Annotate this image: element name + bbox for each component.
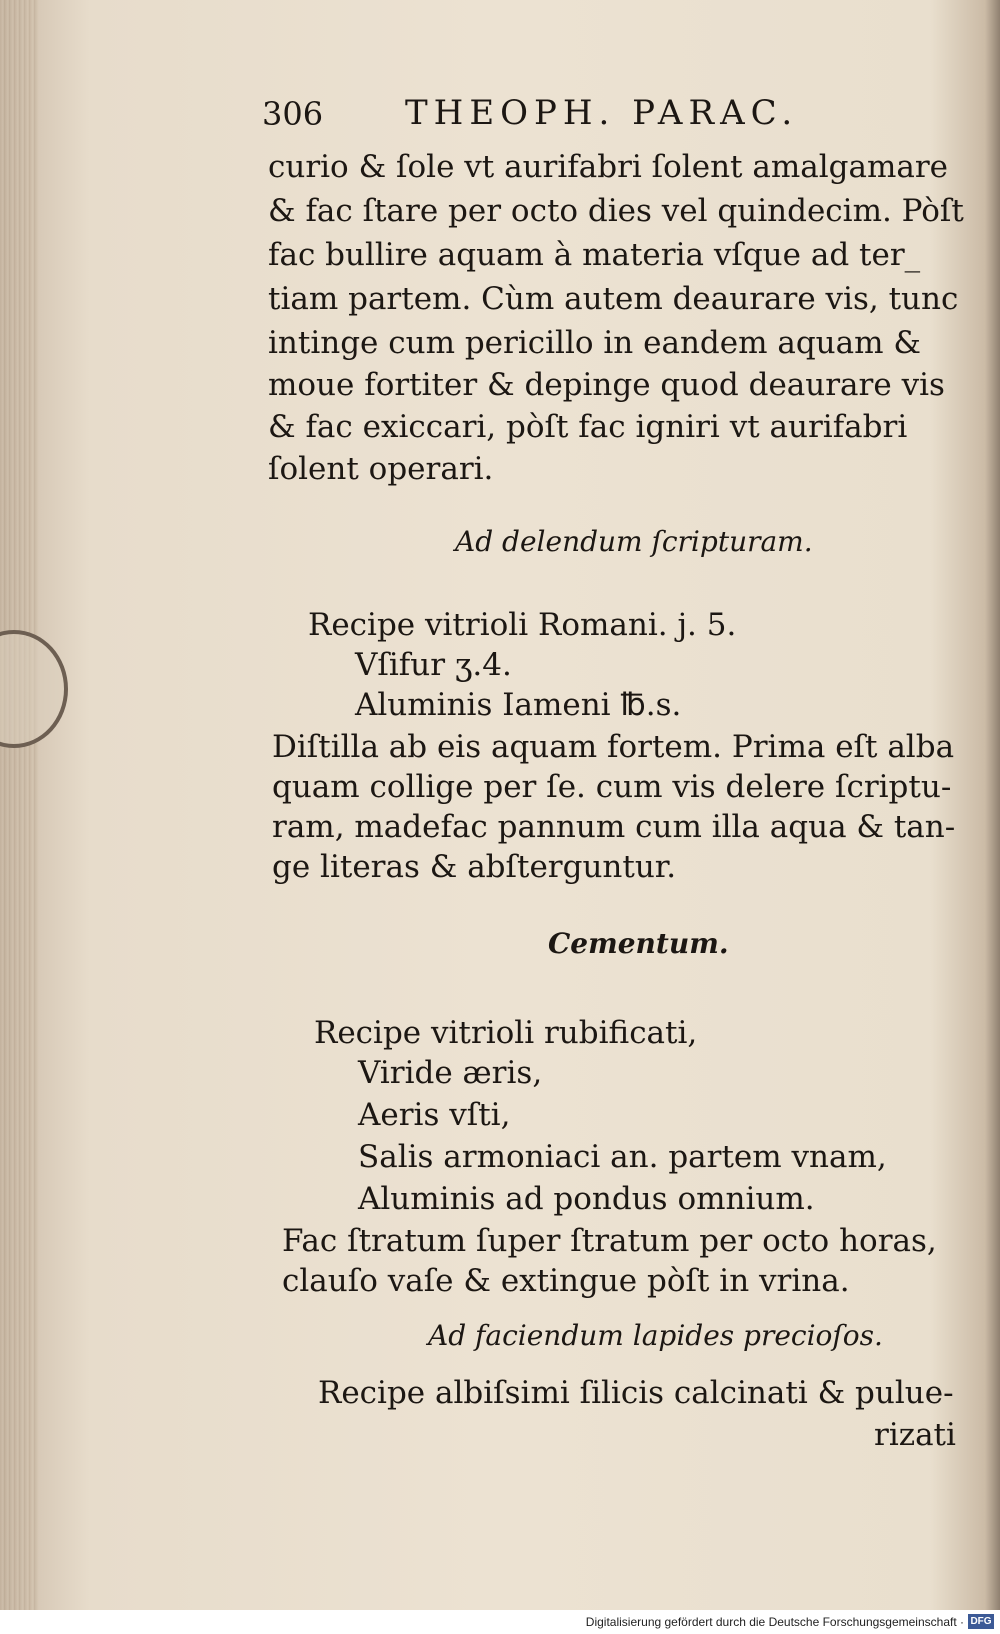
section-heading: Cementum. [548, 927, 729, 960]
section-heading: Ad delendum ſcripturam. [455, 525, 813, 558]
recipe-line: Viride æris, [358, 1055, 543, 1091]
text-line: quam collige per ſe. cum vis delere ſcriptu- [272, 769, 952, 805]
recipe-line: Recipe vitrioli Romani. j. 5. [308, 607, 737, 643]
recipe-line: Salis armoniaci an. partem vnam, [358, 1139, 887, 1175]
text-line: clauſo vaſe & extingue pòſt in vrina. [282, 1263, 850, 1299]
text-line: fac bullire aquam à materia vſque ad ter_ [268, 237, 921, 273]
text-line: Diſtilla ab eis aquam fortem. Prima eſt alba [272, 729, 955, 765]
recipe-line: Aeris vſti, [358, 1097, 511, 1133]
text-line: ge literas & abſterguntur. [272, 849, 677, 885]
text-line: rizati [874, 1417, 956, 1453]
recipe-line: Vſifur ʒ.4. [355, 647, 512, 683]
text-line: Fac ſtratum ſuper ſtratum per octo horas, [282, 1223, 937, 1259]
running-title: THEOPH. PARAC. [405, 93, 799, 133]
text-line: & fac ſtare per octo dies vel quindecim. Pòſt [268, 193, 964, 229]
text-line: ram, madefac pannum cum illa aqua & tan- [272, 809, 956, 845]
page-number: 306 [262, 95, 324, 133]
text-line: intinge cum pericillo in eandem aquam & [268, 325, 921, 361]
dfg-logo: DFG [968, 1614, 994, 1629]
recipe-line: Aluminis ad pondus omnium. [358, 1181, 815, 1217]
text-line: curio & ſole vt aurifabri ſolent amalgamare [268, 149, 948, 185]
footer-credit: Digitalisierung gefördert durch die Deutsche Forschungsgemeinschaft · [585, 1615, 964, 1629]
digitization-footer [0, 1610, 1000, 1634]
text-line: Recipe albiſsimi ſilicis calcinati & pulue- [318, 1375, 954, 1411]
recipe-line: Recipe vitrioli rubificati, [314, 1015, 698, 1051]
recipe-line: Aluminis Iameni ℔.s. [355, 687, 682, 723]
text-line: moue fortiter & depinge quod deaurare vis [268, 367, 945, 403]
section-heading: Ad faciendum lapides precioſos. [428, 1319, 883, 1352]
text-line: & fac exiccari, pòſt fac igniri vt aurifabri [268, 409, 908, 445]
book-clasp [0, 630, 68, 748]
text-line: ſolent operari. [268, 451, 494, 487]
text-line: tiam partem. Cùm autem deaurare vis, tunc [268, 281, 959, 317]
page-gutter [0, 0, 38, 1610]
